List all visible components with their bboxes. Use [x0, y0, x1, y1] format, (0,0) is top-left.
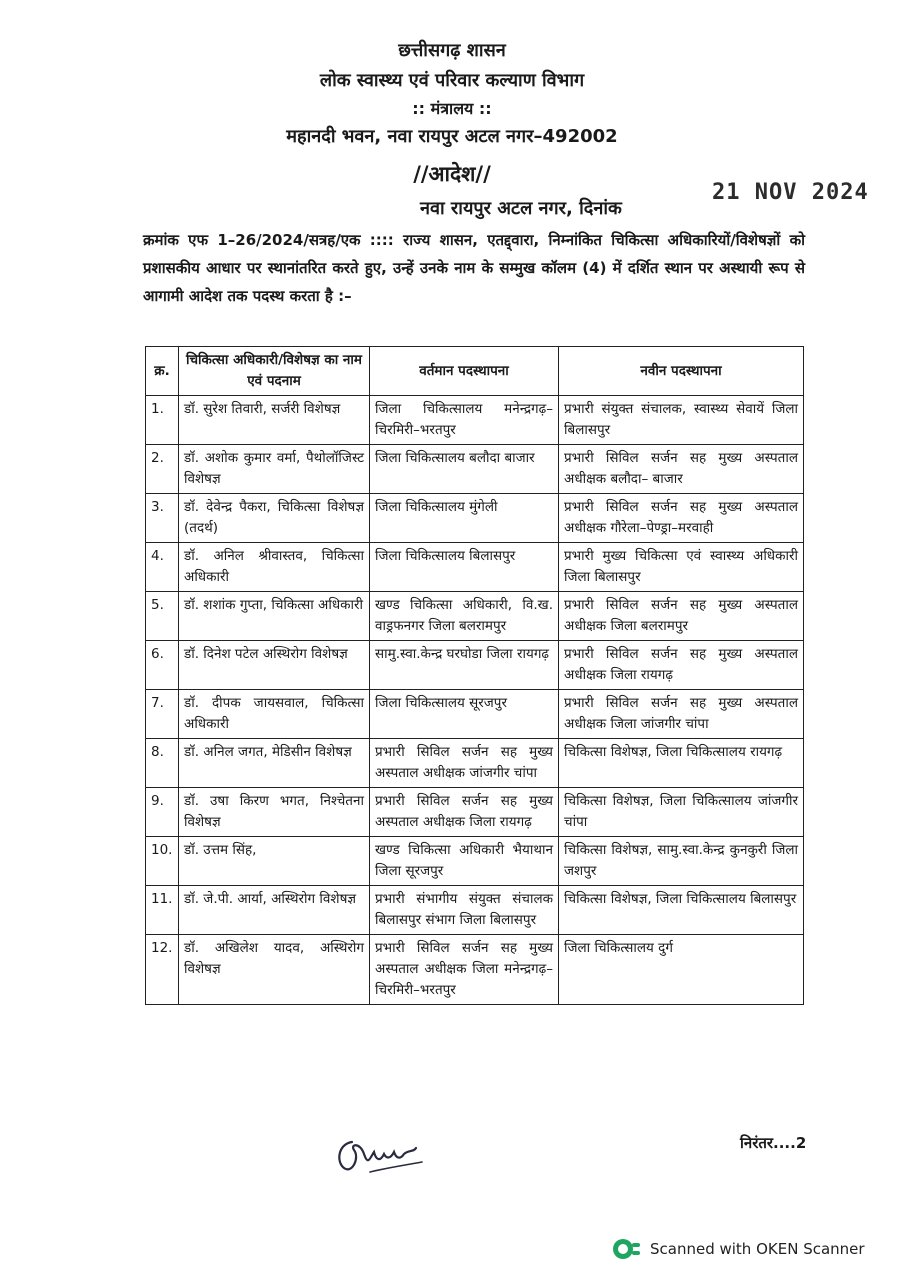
row-officer-name: डॉ. उषा किरण भगत, निश्चेतना विशेषज्ञ — [179, 788, 370, 837]
row-officer-name: डॉ. उत्तम सिंह, — [179, 837, 370, 886]
row-new-posting: प्रभारी मुख्य चिकित्सा एवं स्वास्थ्य अधिकारी जिला बिलासपुर — [559, 543, 804, 592]
row-current-posting: जिला चिकित्सालय बलौदा बाजार — [370, 445, 559, 494]
transfer-table — [145, 346, 804, 1005]
col-new: नवीन पदस्थापना — [559, 347, 804, 396]
department-name: लोक स्वास्थ्य एवं परिवार कल्याण विभाग — [319, 70, 585, 91]
row-current-posting: जिला चिकित्सालय मनेन्द्रगढ़–चिरमिरी–भरतपुर — [370, 396, 559, 445]
row-officer-name: डॉ. अशोक कुमार वर्मा, पैथोलॉजिस्ट विशेषज्ञ — [179, 445, 370, 494]
row-new-posting: प्रभारी सिविल सर्जन सह मुख्य अस्पताल अधीक्षक जिला बलरामपुर — [559, 592, 804, 641]
col-serial: क्र. — [146, 347, 179, 396]
continued-note: निरंतर....2 — [740, 1134, 807, 1152]
row-current-posting: प्रभारी सिविल सर्जन सह मुख्य अस्पताल अधीक्षक जिला मनेन्द्रगढ़–चिरमिरी–भरतपुर — [370, 935, 559, 1005]
row-current-posting: जिला चिकित्सालय बिलासपुर — [370, 543, 559, 592]
col-current: वर्तमान पदस्थापना — [370, 347, 559, 396]
row-serial: 12. — [146, 935, 179, 1005]
row-officer-name: डॉ. दीपक जायसवाल, चिकित्सा अधिकारी — [179, 690, 370, 739]
office-address: महानदी भवन, नवा रायपुर अटल नगर–492002 — [286, 126, 618, 147]
row-current-posting: खण्ड चिकित्सा अधिकारी भैयाथान जिला सूरजपुर — [370, 837, 559, 886]
order-intro: क्रमांक एफ 1–26/2024/सत्रह/एक :::: राज्य शासन, एतद्द्वारा, निम्नांकित चिकित्सा अधिकारियों/विशेषज्ञों को प्रशासकीय आधार पर स्थानांतरित करते हुए, उन्हें उनके नाम के सम्मुख कॉलम (4) में दर्शित स्थान पर अस्थायी रूप से आगामी आदेश तक पदस्थ करता है :– — [143, 231, 805, 305]
row-new-posting: प्रभारी संयुक्त संचालक, स्वास्थ्य सेवायें जिला बिलासपुर — [559, 396, 804, 445]
row-serial: 8. — [146, 739, 179, 788]
table-row — [146, 739, 804, 788]
row-serial: 4. — [146, 543, 179, 592]
row-new-posting: चिकित्सा विशेषज्ञ, जिला चिकित्सालय बिलासपुर — [559, 886, 804, 935]
row-serial: 2. — [146, 445, 179, 494]
govt-name: छत्तीसगढ़ शासन — [398, 40, 506, 61]
row-serial: 11. — [146, 886, 179, 935]
table-row — [146, 788, 804, 837]
row-serial: 10. — [146, 837, 179, 886]
row-new-posting: चिकित्सा विशेषज्ञ, सामु.स्वा.केन्द्र कुनकुरी जिला जशपुर — [559, 837, 804, 886]
row-serial: 1. — [146, 396, 179, 445]
row-current-posting: प्रभारी संभागीय संयुक्त संचालक बिलासपुर संभाग जिला बिलासपुर — [370, 886, 559, 935]
row-current-posting: खण्ड चिकित्सा अधिकारी, वि.ख. वाड्रफनगर जिला बलरामपुर — [370, 592, 559, 641]
row-serial: 5. — [146, 592, 179, 641]
table-row — [146, 837, 804, 886]
row-serial: 7. — [146, 690, 179, 739]
row-current-posting: सामु.स्वा.केन्द्र घरघोडा जिला रायगढ़ — [370, 641, 559, 690]
row-officer-name: डॉ. अनिल जगत, मेडिसीन विशेषज्ञ — [179, 739, 370, 788]
date-stamp: 21 NOV 2024 — [712, 180, 869, 205]
row-current-posting: जिला चिकित्सालय मुंगेली — [370, 494, 559, 543]
order-title: //आदेश// — [413, 162, 491, 186]
scanner-text: Scanned with OKEN Scanner — [650, 1240, 865, 1258]
row-new-posting: चिकित्सा विशेषज्ञ, जिला चिकित्सालय रायगढ़ — [559, 739, 804, 788]
row-new-posting: प्रभारी सिविल सर्जन सह मुख्य अस्पताल अधीक्षक बलौदा– बाजार — [559, 445, 804, 494]
row-officer-name: डॉ. देवेन्द्र पैकरा, चिकित्सा विशेषज्ञ (तदर्थ) — [179, 494, 370, 543]
row-officer-name: डॉ. शशांक गुप्ता, चिकित्सा अधिकारी — [179, 592, 370, 641]
signature-icon — [330, 1128, 430, 1188]
table-row — [146, 641, 804, 690]
row-serial: 6. — [146, 641, 179, 690]
table-row — [146, 543, 804, 592]
row-serial: 9. — [146, 788, 179, 837]
table-header-row — [146, 347, 804, 396]
row-current-posting: प्रभारी सिविल सर्जन सह मुख्य अस्पताल अधीक्षक जिला रायगढ़ — [370, 788, 559, 837]
row-new-posting: जिला चिकित्सालय दुर्ग — [559, 935, 804, 1005]
oken-logo-icon — [612, 1237, 642, 1261]
row-serial: 3. — [146, 494, 179, 543]
row-current-posting: जिला चिकित्सालय सूरजपुर — [370, 690, 559, 739]
row-new-posting: प्रभारी सिविल सर्जन सह मुख्य अस्पताल अधीक्षक जिला जांजगीर चांपा — [559, 690, 804, 739]
row-new-posting: प्रभारी सिविल सर्जन सह मुख्य अस्पताल अधीक्षक जिला रायगढ़ — [559, 641, 804, 690]
row-officer-name: डॉ. दिनेश पटेल अस्थिरोग विशेषज्ञ — [179, 641, 370, 690]
scanner-watermark — [612, 1237, 865, 1261]
row-officer-name: डॉ. सुरेश तिवारी, सर्जरी विशेषज्ञ — [179, 396, 370, 445]
table-row — [146, 935, 804, 1005]
table-row — [146, 396, 804, 445]
row-new-posting: प्रभारी सिविल सर्जन सह मुख्य अस्पताल अधीक्षक गौरेला–पेण्ड्रा–मरवाही — [559, 494, 804, 543]
place-date-label: नवा रायपुर अटल नगर, दिनांक — [420, 198, 622, 219]
table-row — [146, 592, 804, 641]
row-officer-name: डॉ. जे.पी. आर्या, अस्थिरोग विशेषज्ञ — [179, 886, 370, 935]
row-officer-name: डॉ. अखिलेश यादव, अस्थिरोग विशेषज्ञ — [179, 935, 370, 1005]
table-row — [146, 690, 804, 739]
row-current-posting: प्रभारी सिविल सर्जन सह मुख्य अस्पताल अधीक्षक जांजगीर चांपा — [370, 739, 559, 788]
col-name: चिकित्सा अधिकारी/विशेषज्ञ का नाम एवं पदनाम — [179, 347, 370, 396]
table-row — [146, 494, 804, 543]
table-row — [146, 886, 804, 935]
row-officer-name: डॉ. अनिल श्रीवास्तव, चिकित्सा अधिकारी — [179, 543, 370, 592]
row-new-posting: चिकित्सा विशेषज्ञ, जिला चिकित्सालय जांजगीर चांपा — [559, 788, 804, 837]
table-row — [146, 445, 804, 494]
ministry-name: :: मंत्रालय :: — [412, 99, 492, 118]
